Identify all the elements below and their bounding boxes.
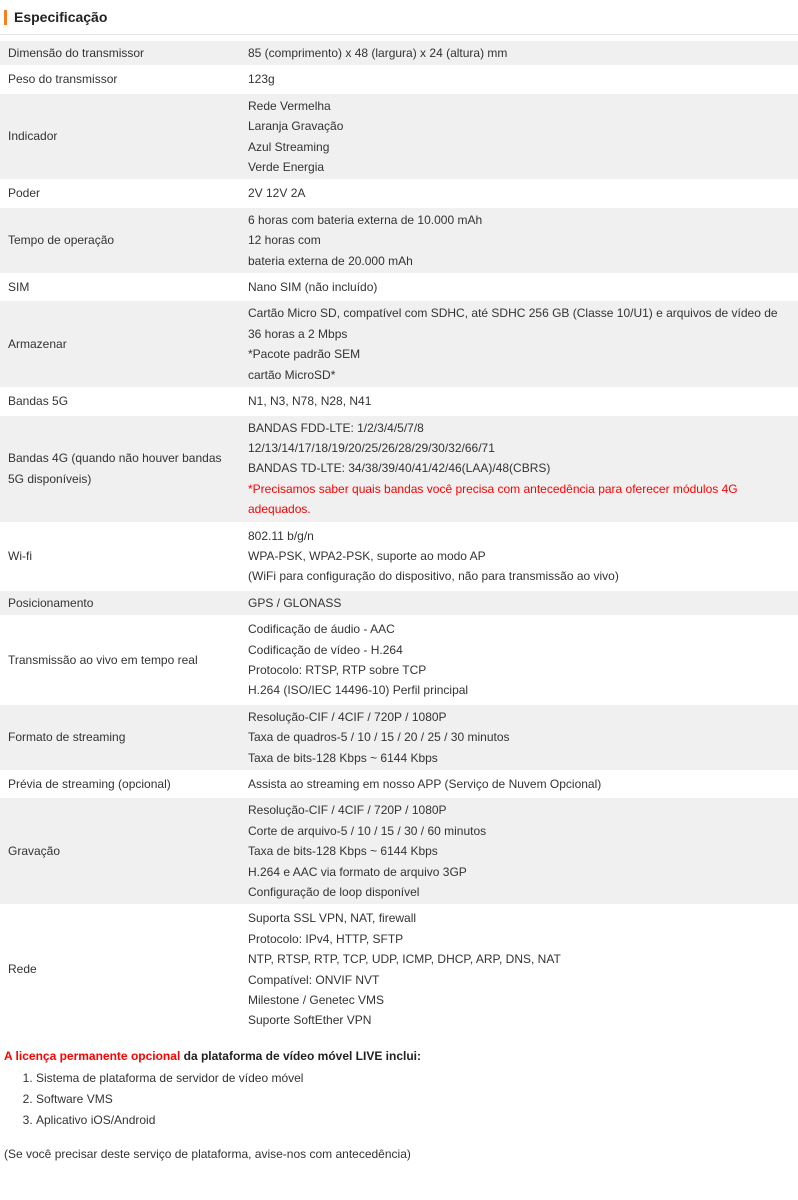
spec-value xyxy=(241,181,798,207)
spec-value-line: Taxa de bits-128 Kbps ~ 6144 Kbps xyxy=(248,844,438,859)
spec-value-line: Codificação de vídeo - H.264 xyxy=(248,642,403,657)
spec-value-line: Protocolo: RTSP, RTP sobre TCP xyxy=(248,662,427,677)
table-row xyxy=(0,798,798,906)
license-note xyxy=(0,1047,798,1131)
spec-value-line: Verde Energia xyxy=(248,160,325,175)
spec-value-line: N1, N3, N78, N28, N41 xyxy=(248,394,372,409)
spec-label: Bandas 4G (quando não houver bandas 5G disponíveis) xyxy=(0,416,241,524)
spec-label: Bandas 5G xyxy=(0,389,241,415)
table-row xyxy=(0,524,798,591)
spec-value xyxy=(241,67,798,93)
spec-value xyxy=(241,906,798,1034)
spec-value-line: Assista ao streaming em nosso APP (Serviço de Nuvem Opcional) xyxy=(248,777,602,791)
spec-value-line: Azul Streaming xyxy=(248,139,330,154)
spec-value-line: Codificação de áudio - AAC xyxy=(248,622,395,637)
table-row xyxy=(0,617,798,705)
spec-value-line: 12/13/14/17/18/19/20/25/26/28/29/30/32/66/71 xyxy=(248,440,495,455)
table-row xyxy=(0,67,798,93)
table-row xyxy=(0,181,798,207)
spec-label: Armazenar xyxy=(0,301,241,389)
spec-value xyxy=(241,389,798,415)
spec-value-line: Protocolo: IPv4, HTTP, SFTP xyxy=(248,931,404,946)
license-heading-rest: da plataforma de vídeo móvel LIVE inclui: xyxy=(180,1048,422,1063)
section-header xyxy=(0,0,798,35)
spec-value-line: H.264 e AAC via formato de arquivo 3GP xyxy=(248,864,467,879)
spec-label: Dimensão do transmissor xyxy=(0,41,241,67)
spec-value-line: (WiFi para configuração do dispositivo, não para transmissão ao vivo) xyxy=(248,569,619,584)
spec-value xyxy=(241,524,798,591)
spec-label: Transmissão ao vivo em tempo real xyxy=(0,617,241,705)
spec-value-line: Suporta SSL VPN, NAT, firewall xyxy=(248,911,417,926)
table-row xyxy=(0,416,798,524)
table-row xyxy=(0,301,798,389)
spec-value-line: WPA-PSK, WPA2-PSK, suporte ao modo AP xyxy=(248,548,486,563)
spec-value-line: GPS / GLONASS xyxy=(248,595,342,610)
spec-value-line: Compatível: ONVIF NVT xyxy=(248,972,380,987)
spec-value xyxy=(241,798,798,906)
table-row xyxy=(0,41,798,67)
spec-value-line: 123g xyxy=(248,72,275,87)
spec-value-line: H.264 (ISO/IEC 14496-10) Perfil principal xyxy=(248,683,469,698)
spec-value xyxy=(241,94,798,182)
spec-value-line: Suporte SoftEther VPN xyxy=(248,1013,372,1028)
spec-value xyxy=(241,591,798,617)
spec-value xyxy=(241,275,798,301)
spec-value-line: BANDAS TD-LTE: 34/38/39/40/41/42/46(LAA)/48(CBRS) xyxy=(248,461,551,476)
spec-label: Wi-fi xyxy=(0,524,241,591)
spec-value xyxy=(241,41,798,67)
spec-value xyxy=(241,617,798,705)
table-row xyxy=(0,906,798,1034)
table-row xyxy=(0,772,798,798)
spec-value-line: Taxa de bits-128 Kbps ~ 6144 Kbps xyxy=(248,750,438,765)
accent-bar xyxy=(4,10,7,25)
spec-label: Gravação xyxy=(0,798,241,906)
spec-value-line: Taxa de quadros-5 / 10 / 15 / 20 / 25 / 30 minutos xyxy=(248,730,510,745)
footer-note: (Se você precisar deste serviço de plataforma, avise-nos com antecedência) xyxy=(4,1146,411,1161)
spec-value-line: Configuração de loop disponível xyxy=(248,885,420,900)
spec-value-line: 6 horas com bateria externa de 10.000 mAh xyxy=(248,212,483,227)
spec-label: SIM xyxy=(0,275,241,301)
spec-value-line: Nano SIM (não incluído) xyxy=(248,280,378,295)
spec-value-line: *Pacote padrão SEM xyxy=(248,347,361,362)
table-row xyxy=(0,275,798,301)
section-title: Especificação xyxy=(14,9,108,25)
spec-label: Rede xyxy=(0,906,241,1034)
spec-label: Posicionamento xyxy=(0,591,241,617)
spec-value-line: cartão MicroSD* xyxy=(248,367,336,382)
spec-value-line: Corte de arquivo-5 / 10 / 15 / 30 / 60 minutos xyxy=(248,823,487,838)
spec-value xyxy=(241,416,798,524)
spec-value-line: BANDAS FDD-LTE: 1/2/3/4/5/7/8 xyxy=(248,420,424,435)
table-row xyxy=(0,705,798,772)
spec-value xyxy=(241,301,798,389)
spec-value-line: 2V 12V 2A xyxy=(248,186,306,201)
spec-value-line: Resolução-CIF / 4CIF / 720P / 1080P xyxy=(248,709,447,724)
spec-label: Poder xyxy=(0,181,241,207)
license-highlight: A licença permanente opcional xyxy=(4,1048,181,1063)
spec-label: Tempo de operação xyxy=(0,208,241,275)
spec-value-line: Laranja Gravação xyxy=(248,119,344,134)
spec-value-line: bateria externa de 20.000 mAh xyxy=(248,253,413,268)
table-row xyxy=(0,208,798,275)
spec-value-line: 12 horas com xyxy=(248,233,321,248)
table-row xyxy=(0,94,798,182)
spec-value-line: Rede Vermelha xyxy=(248,98,331,113)
spec-value xyxy=(241,705,798,772)
spec-label: Indicador xyxy=(0,94,241,182)
spec-value xyxy=(241,772,798,798)
spec-label: Formato de streaming xyxy=(0,705,241,772)
spec-value-line: Milestone / Genetec VMS xyxy=(248,993,385,1008)
list-item: 3. Aplicativo iOS/Android xyxy=(36,1110,798,1131)
table-row xyxy=(0,591,798,617)
license-list xyxy=(4,1068,798,1131)
spec-value xyxy=(241,208,798,275)
spec-value-line: 802.11 b/g/n xyxy=(248,528,314,543)
spec-value-line: Cartão Micro SD, compatível com SDHC, até SDHC 256 GB (Classe 10/U1) e arquivos de vídeo de 36 horas a 2 Mbps xyxy=(248,306,778,341)
list-item: 1. Sistema de plataforma de servidor de vídeo móvel xyxy=(36,1068,798,1089)
list-item: 2. Software VMS xyxy=(36,1089,798,1110)
spec-value-line: NTP, RTSP, RTP, TCP, UDP, ICMP, DHCP, ARP, DNS, NAT xyxy=(248,952,561,967)
spec-label: Peso do transmissor xyxy=(0,67,241,93)
band-warning: *Precisamos saber quais bandas você precisa com antecedência para oferecer módulos 4G adequados. xyxy=(248,481,738,517)
spec-value-line: Resolução-CIF / 4CIF / 720P / 1080P xyxy=(248,803,447,818)
table-row xyxy=(0,389,798,415)
license-heading xyxy=(4,1047,798,1066)
spec-table xyxy=(0,41,798,1035)
spec-value-line: 85 (comprimento) x 48 (largura) x 24 (altura) mm xyxy=(248,46,508,60)
spec-label: Prévia de streaming (opcional) xyxy=(0,772,241,798)
